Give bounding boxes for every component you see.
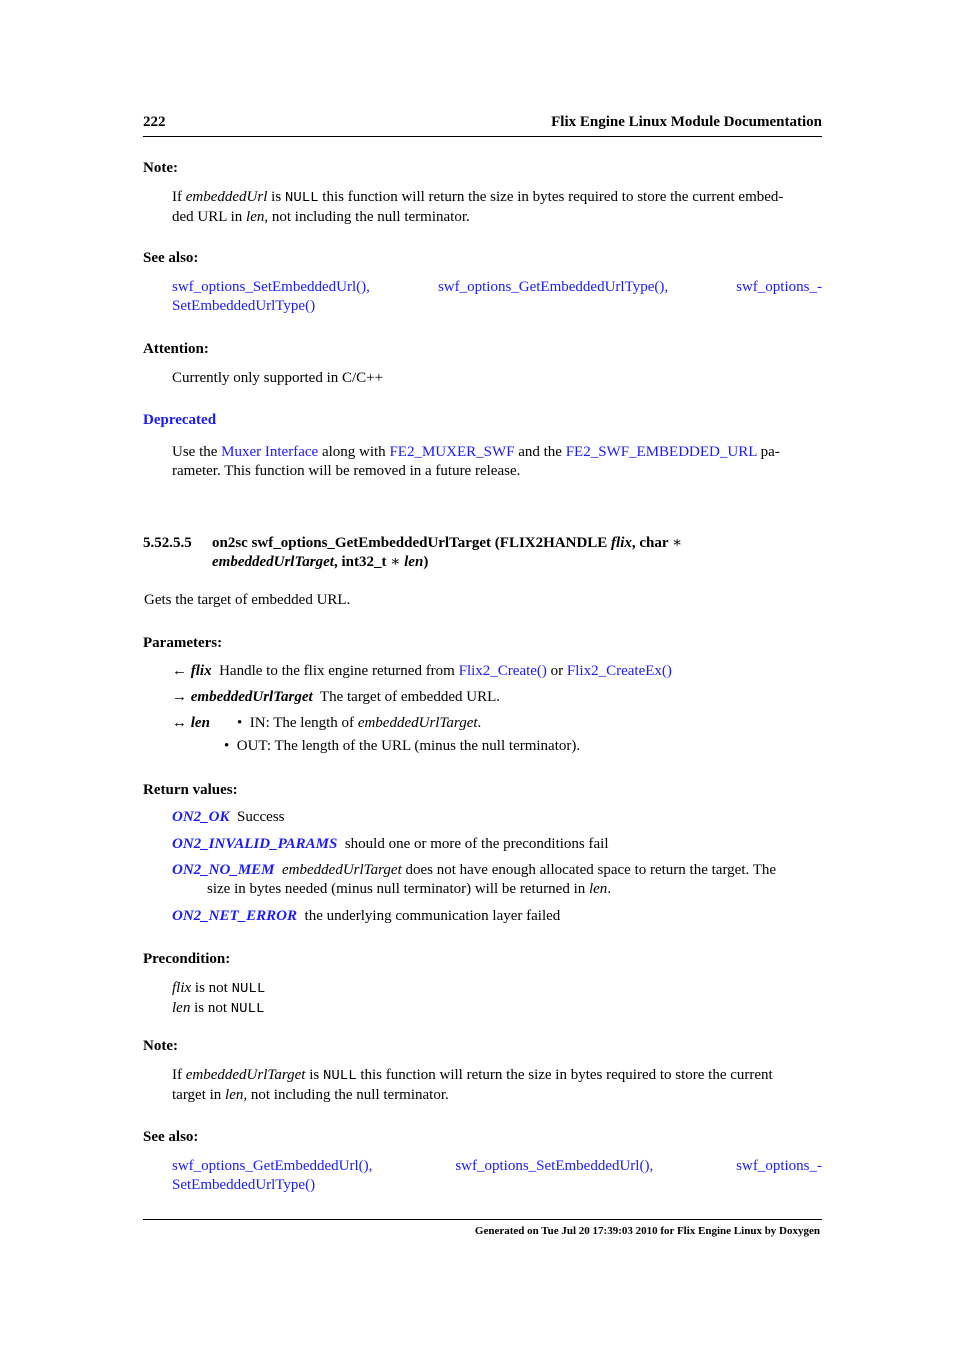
- link-set-embedded-url-type[interactable]: swf_options_-: [736, 279, 822, 295]
- link-on2-ok[interactable]: ON2_OK: [172, 809, 230, 825]
- link-set-embedded-url-type[interactable]: swf_options_-: [736, 1158, 822, 1174]
- note-heading: Note:: [143, 1038, 178, 1054]
- text: this function will return the size in bytes required to store the current: [356, 1067, 773, 1083]
- code-null: NULL: [231, 981, 266, 997]
- link-on2-no-mem[interactable]: ON2_NO_MEM: [172, 862, 275, 878]
- param-ref: len: [225, 1087, 244, 1103]
- direction-in-icon: ←: [172, 663, 187, 679]
- text: is: [305, 1067, 323, 1083]
- link-on2-net-error[interactable]: ON2_NET_ERROR: [172, 908, 298, 924]
- direction-inout-icon: ↔: [172, 715, 187, 731]
- precondition-heading: Precondition:: [143, 951, 231, 967]
- note-heading: Note:: [143, 160, 178, 176]
- link-set-embedded-url-type-cont[interactable]: SetEmbeddedUrlType(): [172, 1177, 316, 1193]
- link-fe2-muxer-swf[interactable]: FE2_MUXER_SWF: [389, 444, 515, 460]
- param-name: len: [400, 554, 424, 570]
- link-flix2-create[interactable]: Flix2_Create(): [458, 663, 547, 679]
- param-ref: embeddedUrl: [185, 189, 268, 205]
- retval-no-mem-cont: [207, 881, 611, 898]
- link-muxer-interface[interactable]: Muxer Interface: [221, 444, 319, 460]
- text: size in bytes needed (minus null terminator) will be returned in: [207, 881, 589, 897]
- deprecated-text: [172, 443, 822, 481]
- text: this function will return the size in bytes required to store the current embed-: [318, 189, 784, 205]
- text: and the: [514, 444, 566, 460]
- text: IN: The length of: [249, 715, 358, 731]
- document-title: Flix Engine Linux Module Documentation: [551, 114, 822, 130]
- link-fe2-swf-embedded-url[interactable]: FE2_SWF_EMBEDDED_URL: [565, 444, 757, 460]
- link-flix2-createex[interactable]: Flix2_CreateEx(): [566, 663, 672, 679]
- direction-out-icon: →: [172, 689, 187, 705]
- text: Use the: [172, 444, 222, 460]
- param-name: embeddedUrlTarget: [212, 554, 334, 570]
- deprecated-link[interactable]: Deprecated: [143, 412, 217, 428]
- param-name: len: [190, 715, 210, 731]
- bullet-icon: •: [224, 738, 230, 754]
- code-null: NULL: [284, 190, 319, 206]
- text: Handle to the flix engine returned from: [219, 663, 459, 679]
- param-ref: embeddedUrlTarget: [282, 862, 402, 878]
- text: or: [546, 663, 567, 679]
- note-text: [172, 188, 822, 227]
- text: , not including the null terminator.: [243, 1087, 449, 1103]
- param-ref: embeddedUrlTarget: [185, 1067, 306, 1083]
- text: does not have enough allocated space to return the target. The: [401, 862, 777, 878]
- text: is not: [190, 1000, 231, 1016]
- text: .: [477, 715, 482, 731]
- page-number: 222: [143, 114, 166, 130]
- link-set-embedded-url[interactable]: swf_options_SetEmbeddedUrl(),: [455, 1158, 654, 1174]
- pointer-symbol: ∗: [672, 535, 683, 551]
- text: on2sc swf_options_GetEmbeddedUrlTarget (FLIX2HANDLE: [212, 535, 612, 551]
- text: rameter. This function will be removed in a future release.: [172, 463, 521, 479]
- link-on2-invalid-params[interactable]: ON2_INVALID_PARAMS: [172, 836, 338, 852]
- link-get-embedded-url[interactable]: swf_options_GetEmbeddedUrl(),: [172, 1158, 373, 1174]
- pointer-symbol: ∗: [390, 554, 401, 570]
- retval-invalid-params: [172, 836, 609, 853]
- text: target in: [172, 1087, 226, 1103]
- param-ref: len: [588, 881, 608, 897]
- text: ded URL in: [172, 209, 247, 225]
- function-number: 5.52.5.5: [143, 535, 192, 551]
- retval-ok: [172, 809, 285, 826]
- text: OUT: The length of the URL (minus the null terminator).: [236, 738, 581, 754]
- see-also-links: [172, 278, 822, 316]
- param-len-bullet-2: [224, 738, 580, 755]
- see-also-heading: See also:: [143, 1129, 199, 1145]
- link-set-embedded-url-type-cont[interactable]: SetEmbeddedUrlType(): [172, 298, 316, 314]
- text: along with: [318, 444, 390, 460]
- text: pa-: [756, 444, 780, 460]
- text: If: [172, 189, 186, 205]
- text: , char: [631, 535, 673, 551]
- param-name: embeddedUrlTarget: [190, 689, 313, 705]
- return-values-heading: Return values:: [143, 782, 238, 798]
- attention-heading: Attention:: [143, 341, 209, 357]
- param-ref: len: [172, 1000, 191, 1016]
- function-signature: [212, 534, 682, 572]
- param-name: flix: [190, 663, 212, 679]
- precondition-text: [172, 979, 265, 1019]
- param-len-bullet-1: [237, 715, 481, 732]
- param-ref: flix: [172, 980, 192, 996]
- text: .: [607, 881, 612, 897]
- text: is: [267, 189, 285, 205]
- parameters-heading: Parameters:: [143, 635, 223, 651]
- note-text: [172, 1066, 822, 1105]
- page-footer: [143, 1219, 822, 1237]
- retval-no-mem: [172, 862, 776, 879]
- link-get-embedded-url-type[interactable]: swf_options_GetEmbeddedUrlType(),: [437, 279, 669, 295]
- param-name: flix: [611, 535, 632, 551]
- function-brief: Gets the target of embedded URL.: [144, 592, 351, 608]
- param-flix: [172, 663, 672, 680]
- attention-text: Currently only supported in C/C++: [172, 370, 384, 386]
- param-len: [172, 715, 210, 732]
- bullet-icon: •: [237, 715, 243, 731]
- text: , int32_t: [333, 554, 391, 570]
- text: is not: [191, 980, 232, 996]
- text: , not including the null terminator.: [264, 209, 470, 225]
- code-null: NULL: [322, 1068, 357, 1084]
- retval-net-error: [172, 908, 560, 925]
- text: should one or more of the preconditions fail: [344, 836, 609, 852]
- text: ): [423, 554, 429, 570]
- text: The target of embedded URL.: [319, 689, 501, 705]
- param-ref: embeddedUrlTarget: [357, 715, 478, 731]
- text: the underlying communication layer failed: [304, 908, 561, 924]
- page-header: [143, 114, 822, 137]
- text: If: [172, 1067, 186, 1083]
- param-ref: len: [246, 209, 265, 225]
- param-embedded-url-target: [172, 689, 500, 706]
- code-null: NULL: [230, 1001, 265, 1017]
- link-set-embedded-url[interactable]: swf_options_SetEmbeddedUrl(),: [172, 279, 370, 295]
- see-also-heading: See also:: [143, 250, 199, 266]
- see-also-links: [172, 1157, 822, 1195]
- footer-text: Generated on Tue Jul 20 17:39:03 2010 for Flix Engine Linux by Doxygen: [474, 1225, 820, 1237]
- text: Success: [237, 809, 285, 825]
